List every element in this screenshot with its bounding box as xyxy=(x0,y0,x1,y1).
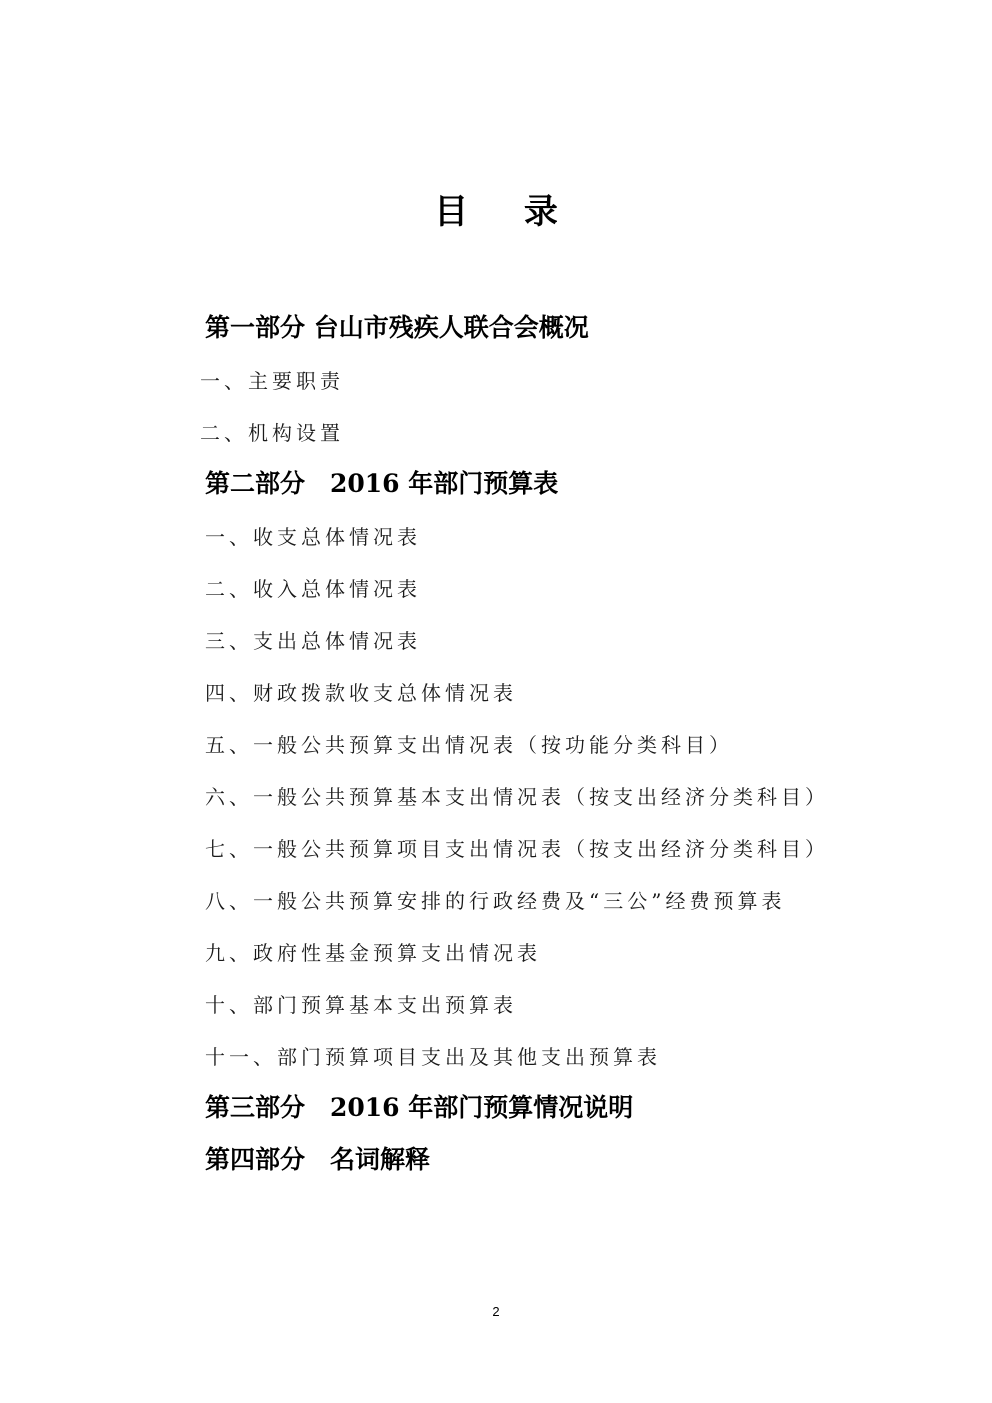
toc-part-3[interactable]: 第三部分 2016 年部门预算情况说明 xyxy=(205,1093,634,1122)
toc-item[interactable]: 九、政府性基金预算支出情况表 xyxy=(205,941,541,965)
page-number: 2 xyxy=(492,1304,500,1319)
toc-title: 目 录 xyxy=(434,192,580,232)
toc-item[interactable]: 十、部门预算基本支出预算表 xyxy=(205,993,517,1017)
toc-item[interactable]: 一、收支总体情况表 xyxy=(205,525,421,549)
toc-item[interactable]: 六、一般公共预算基本支出情况表（按支出经济分类科目） xyxy=(205,785,829,809)
toc-item[interactable]: 四、财政拨款收支总体情况表 xyxy=(205,681,517,705)
toc-item[interactable]: 八、一般公共预算安排的行政经费及“三公”经费预算表 xyxy=(205,889,786,913)
toc-item[interactable]: 二、收入总体情况表 xyxy=(205,577,421,601)
toc-item[interactable]: 十一、部门预算项目支出及其他支出预算表 xyxy=(205,1045,661,1069)
toc-part-4[interactable]: 第四部分 名词解释 xyxy=(205,1145,431,1174)
toc-item[interactable]: 二、机构设置 xyxy=(200,421,344,445)
toc-part-2[interactable]: 第二部分 2016 年部门预算表 xyxy=(205,469,559,498)
toc-item[interactable]: 三、支出总体情况表 xyxy=(205,629,421,653)
toc-part-1[interactable]: 第一部分 台山市残疾人联合会概况 xyxy=(205,313,589,342)
toc-item[interactable]: 七、一般公共预算项目支出情况表（按支出经济分类科目） xyxy=(205,837,829,861)
toc-item[interactable]: 一、主要职责 xyxy=(200,369,344,393)
toc-item[interactable]: 五、一般公共预算支出情况表（按功能分类科目） xyxy=(205,733,733,757)
